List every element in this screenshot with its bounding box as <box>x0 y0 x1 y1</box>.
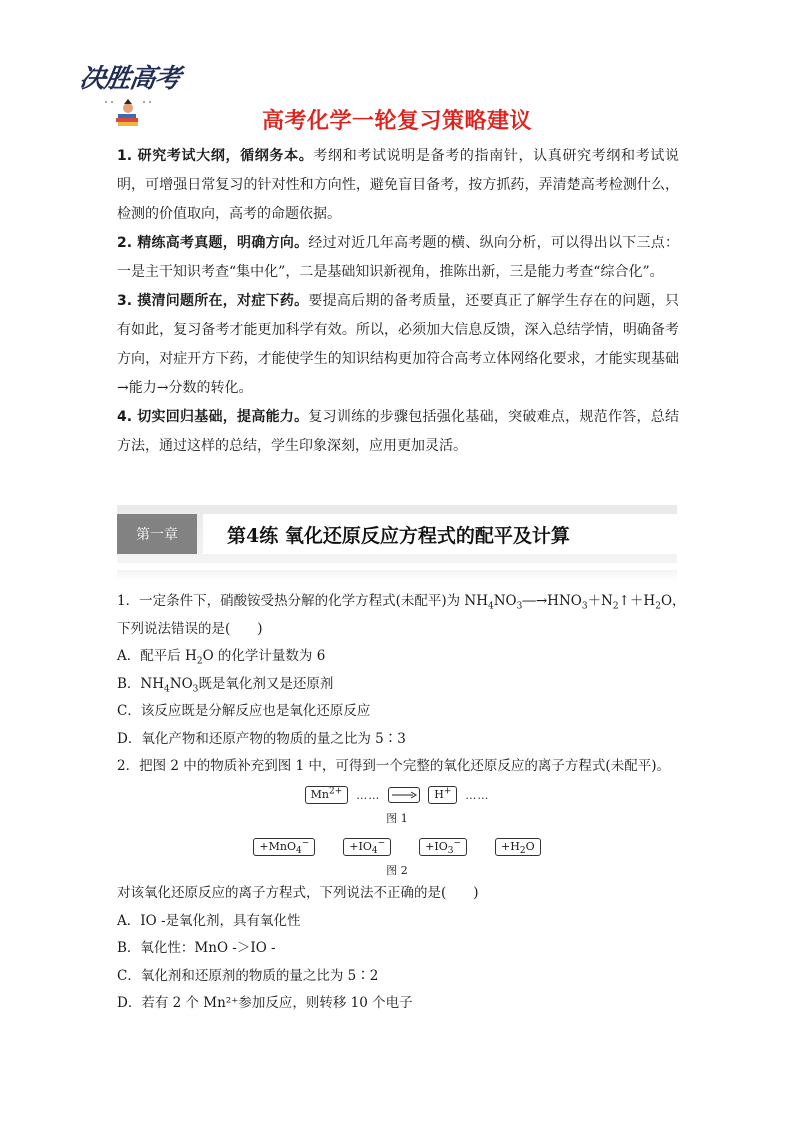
advice-item <box>117 287 679 403</box>
fig2-item-io4: $+IO_4^-$ <box>343 838 391 856</box>
fig2-item-h2o: $+H_2O$ <box>495 838 541 856</box>
q1-stem-line2: 下列说法错误的是( ) <box>117 620 263 637</box>
advice-item <box>117 403 679 461</box>
advice-section <box>117 142 679 461</box>
advice-item <box>117 142 679 229</box>
advice-body: 要提高后期的备考质量，还要真正了解学生存在的问题，只有如此，复习备考才能更加科学有效。所以，必须加大信息反馈，深入总结学情，明确备考方向，对症开方下药，才能使学生的知识结构更加符合高考立体网络化要求，才能实现基础→能力→分数的转化。 <box>117 293 680 396</box>
advice-item <box>117 229 679 287</box>
q2-option-b: B．氧化性：MnO -＞IO - <box>117 940 276 956</box>
advice-lead: 1. 研究考试大纲，循纲务本。 <box>117 148 314 164</box>
q2-option-c: C．氧化剂和还原剂的物质的量之比为 5∶2 <box>117 967 379 984</box>
fig2-item-mno4: +MnO$_4$− <box>253 838 315 856</box>
advice-body: 经过对近几年高考题的横、纵向分析，可以得出以下三点：一是主干知识考查“集中化”，二是基础知识新视角，推陈出新，三是能力考查“综合化”。 <box>117 235 680 280</box>
q2-stem: 2．把图 2 中的物质补充到图 1 中，可得到一个完整的氧化还原反应的离子方程式(未配平)。 <box>117 758 670 774</box>
advice-body: 考纲和考试说明是备考的指南针，认真研究考纲和考试说明，可增强日常复习的针对性和方向性，避免盲目备考，按方抓药，弄清楚高考检测什么，检测的价值取向，高考的命题依据。 <box>117 148 679 222</box>
page-title: 高考化学一轮复习策略建议 <box>261 109 532 134</box>
advice-lead: 2. 精练高考真题，明确方向。 <box>117 235 309 251</box>
figure-2 <box>0 838 794 878</box>
fig2-caption: 图 2 <box>386 864 408 877</box>
fig1-dots: …… <box>465 788 490 802</box>
banner-shadow <box>117 570 677 582</box>
q1-option-a: A．配平后 $H_2O$ 的化学计量数为 6 <box>117 648 326 667</box>
fig1-mn-box: $Mn^{2+}$ <box>305 786 349 804</box>
chapter-title-box <box>203 514 677 554</box>
q2-options <box>117 880 687 1018</box>
fig2-item-io3: $+IO_3^-$ <box>419 838 467 856</box>
q2-option-d: D．若有 2 个 Mn²⁺参加反应，则转移 10 个电子 <box>117 995 413 1011</box>
q1-option-b: B．$NH_4NO_3$既是氧化剂又是还原剂 <box>117 675 334 695</box>
advice-body: 复习训练的步骤包括强化基础，突破难点，规范作答，总结方法，通过这样的总结，学生印象深刻，应用更加灵活。 <box>117 409 680 454</box>
q2-option-a: A．IO -是氧化剂，具有氧化性 <box>117 912 301 929</box>
q1-option-d: D．氧化产物和还原产物的物质的量之比为 5∶3 <box>117 730 406 747</box>
fig1-caption: 图 1 <box>386 812 408 825</box>
q1-option-c: C．该反应既是分解反应也是氧化还原反应 <box>117 703 371 719</box>
logo-text: 决胜高考 <box>77 64 182 94</box>
q2-stem-line2: 对该氧化还原反应的离子方程式，下列说法不正确的是( ) <box>117 885 479 901</box>
advice-lead: 4. 切实回归基础，提高能力。 <box>117 409 309 425</box>
fig1-arrow-icon <box>388 787 420 803</box>
fig1-h-box: H+ <box>428 786 457 804</box>
advice-lead: 3. 摸清问题所在，对症下药。 <box>117 293 309 309</box>
q1-stem: 1．一定条件下，硝酸铵受热分解的化学方程式(未配平)为 $NH_4NO_3―\to HNO_3+N_2↑+H_2O$， <box>117 593 686 612</box>
chapter-title: 第4练 氧化还原反应方程式的配平及计算 <box>227 524 570 547</box>
chapter-tab: 第一章 <box>117 514 197 554</box>
fig1-dots: …… <box>356 788 381 802</box>
questions <box>117 588 687 781</box>
figure-1 <box>0 786 794 826</box>
